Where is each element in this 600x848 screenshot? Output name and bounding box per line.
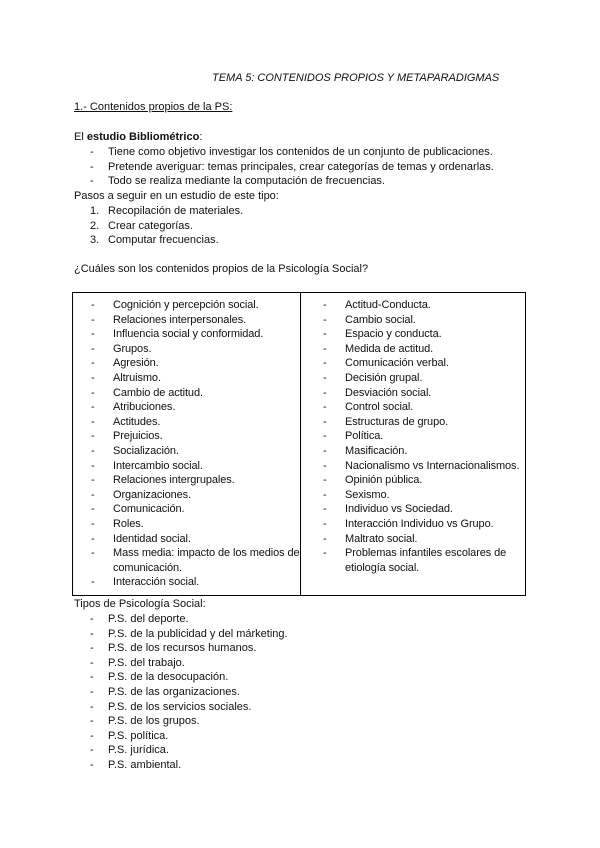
list-item: - Espacio y conducta. xyxy=(323,327,523,342)
question-text: ¿Cuáles son los contenidos propios de la Psicología Social? xyxy=(74,263,369,275)
list-item: - Individuo vs Sociedad. xyxy=(323,502,523,517)
intro-bullet-list xyxy=(90,145,494,189)
list-item: - P.S. de los servicios sociales. xyxy=(90,700,288,715)
list-item: - Comunicación. xyxy=(91,502,301,517)
list-item: - Todo se realiza mediante la computación de frecuencias. xyxy=(90,174,494,189)
list-item: - P.S. de la publicidad y del márketing. xyxy=(90,627,288,642)
list-item: - Pretende averiguar: temas principales, crear categorías de temas y ordenarlas. xyxy=(90,160,494,175)
list-item: - P.S. de los recursos humanos. xyxy=(90,641,288,656)
list-item: - Socialización. xyxy=(91,444,301,459)
list-item: - Problemas infantiles escolares de etiología social. xyxy=(323,546,523,575)
list-item: - Medida de actitud. xyxy=(323,342,523,357)
step-text: Crear categorías. xyxy=(108,219,193,232)
list-item: - P.S. de la desocupación. xyxy=(90,670,288,685)
list-item: - P.S. ambiental. xyxy=(90,758,288,773)
list-item: - Maltrato social. xyxy=(323,532,523,547)
list-item: - P.S. del deporte. xyxy=(90,612,288,627)
steps-list xyxy=(90,204,243,248)
list-item: - Altruismo. xyxy=(91,371,301,386)
list-item: - Política. xyxy=(323,429,523,444)
step-text: Recopilación de materiales. xyxy=(108,205,244,217)
list-item: - Atribuciones. xyxy=(91,400,301,415)
list-item: - P.S. jurídica. xyxy=(90,743,288,758)
list-item: - Identidad social. xyxy=(91,532,301,547)
list-item: - P.S. política. xyxy=(90,729,288,744)
list-item xyxy=(90,204,243,219)
list-item: - Interacción social. xyxy=(91,575,301,590)
list-item: - Cognición y percepción social. xyxy=(91,298,301,313)
section-title: 1.- Contenidos propios de la PS: xyxy=(74,101,233,113)
page-header-title: TEMA 5: CONTENIDOS PROPIOS Y METAPARADIGMAS xyxy=(212,72,500,84)
list-item: - Opinión pública. xyxy=(323,473,523,488)
list-item: - Roles. xyxy=(91,517,301,532)
left-list xyxy=(91,298,301,590)
list-item: - Cambio de actitud. xyxy=(91,386,301,401)
list-item: - Decisión grupal. xyxy=(323,371,523,386)
list-item: - P.S. de los grupos. xyxy=(90,714,288,729)
list-item: - Actitud-Conducta. xyxy=(323,298,523,313)
list-item: - Nacionalismo vs Internacionalismos. xyxy=(323,459,523,474)
list-item: - Sexismo. xyxy=(323,488,523,503)
contents-table xyxy=(72,292,526,596)
types-title: Tipos de Psicología Social: xyxy=(74,598,206,610)
list-item: - Control social. xyxy=(323,400,523,415)
list-item: - Relaciones intergrupales. xyxy=(91,473,301,488)
steps-title: Pasos a seguir en un estudio de este tipo: xyxy=(74,190,279,202)
step-number: 3. xyxy=(90,234,100,247)
list-item: - P.S. de las organizaciones. xyxy=(90,685,288,700)
list-item: - Cambio social. xyxy=(323,313,523,328)
list-item: - Intercambio social. xyxy=(91,459,301,474)
list-item: - Agresión. xyxy=(91,356,301,371)
list-item: - Estructuras de grupo. xyxy=(323,415,523,430)
list-item: - Mass media: impacto de los medios de comunicación. xyxy=(91,546,301,575)
intro-line xyxy=(74,130,202,145)
list-item: - Organizaciones. xyxy=(91,488,301,503)
step-number: 2. xyxy=(90,219,100,232)
list-item: - Relaciones interpersonales. xyxy=(91,313,301,328)
intro-prefix: El xyxy=(74,131,87,143)
list-item: - Interacción Individuo vs Grupo. xyxy=(323,517,523,532)
step-number: 1. xyxy=(90,205,100,217)
list-item: - Comunicación verbal. xyxy=(323,356,523,371)
types-list xyxy=(90,612,288,773)
list-item: - P.S. del trabajo. xyxy=(90,656,288,671)
table-column-right xyxy=(323,298,523,575)
list-item: - Influencia social y conformidad. xyxy=(91,327,301,342)
intro-bold-term: estudio Bibliométrico xyxy=(86,131,200,143)
right-list xyxy=(323,298,523,575)
list-item: - Desviación social. xyxy=(323,386,523,401)
step-text: Computar frecuencias. xyxy=(108,234,219,247)
list-item: - Grupos. xyxy=(91,342,301,357)
list-item xyxy=(90,233,243,248)
list-item: - Tiene como objetivo investigar los contenidos de un conjunto de publicaciones. xyxy=(90,145,494,160)
list-item xyxy=(90,219,243,234)
list-item: - Masificación. xyxy=(323,444,523,459)
list-item: - Actitudes. xyxy=(91,415,301,430)
list-item: - Prejuicios. xyxy=(91,429,301,444)
intro-suffix: : xyxy=(199,131,203,143)
table-column-left xyxy=(91,298,301,590)
